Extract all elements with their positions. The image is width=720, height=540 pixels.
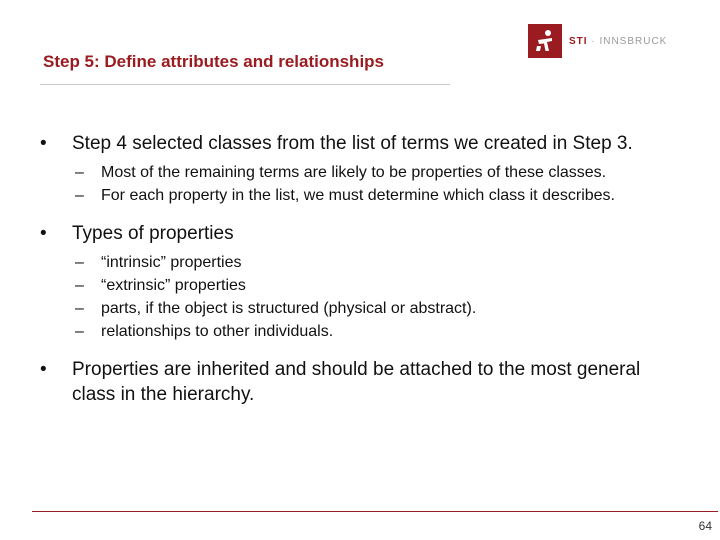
slide-title: Step 5: Define attributes and relationships (43, 52, 385, 71)
dash-glyph: – (75, 254, 84, 271)
bullet-item: • Properties are inherited and should be attached to the most general class in the hierarchy. (40, 359, 641, 405)
sub-bullet-item: – parts, if the object is structured (physical or abstract). (40, 297, 680, 320)
bullet-glyph: • (40, 133, 47, 154)
bullet-glyph: • (40, 359, 47, 380)
bullet-item: • Step 4 selected classes from the list of terms we created in Step 3. (40, 133, 633, 154)
bullet-group-1 (40, 131, 680, 207)
page-number: 64 (698, 519, 712, 533)
bullet-glyph: • (40, 223, 47, 244)
sti-logo-icon (528, 24, 562, 58)
bullet-group-2 (40, 221, 680, 343)
sti-logo-text: STI · INNSBRUCK (569, 35, 668, 47)
sub-bullet-item: – “extrinsic” properties (40, 274, 680, 297)
dash-glyph: – (75, 277, 84, 294)
sti-logo (528, 24, 667, 58)
sub-bullet-item: – For each property in the list, we must determine which class it describes. (40, 184, 680, 207)
sub-bullet-item: – “intrinsic” properties (40, 251, 680, 274)
sub-bullet-item: – Most of the remaining terms are likely to be properties of these classes. (40, 161, 680, 184)
dash-glyph: – (75, 300, 84, 317)
dash-glyph: – (75, 164, 84, 181)
footer-divider (32, 511, 718, 512)
slide-body (40, 131, 680, 421)
sub-bullet-item: – relationships to other individuals. (40, 320, 680, 343)
bullet-item: • Types of properties (40, 223, 234, 244)
bullet-group-3 (40, 357, 680, 407)
dash-glyph: – (75, 187, 84, 204)
dash-glyph: – (75, 323, 84, 340)
title-divider (40, 84, 450, 85)
